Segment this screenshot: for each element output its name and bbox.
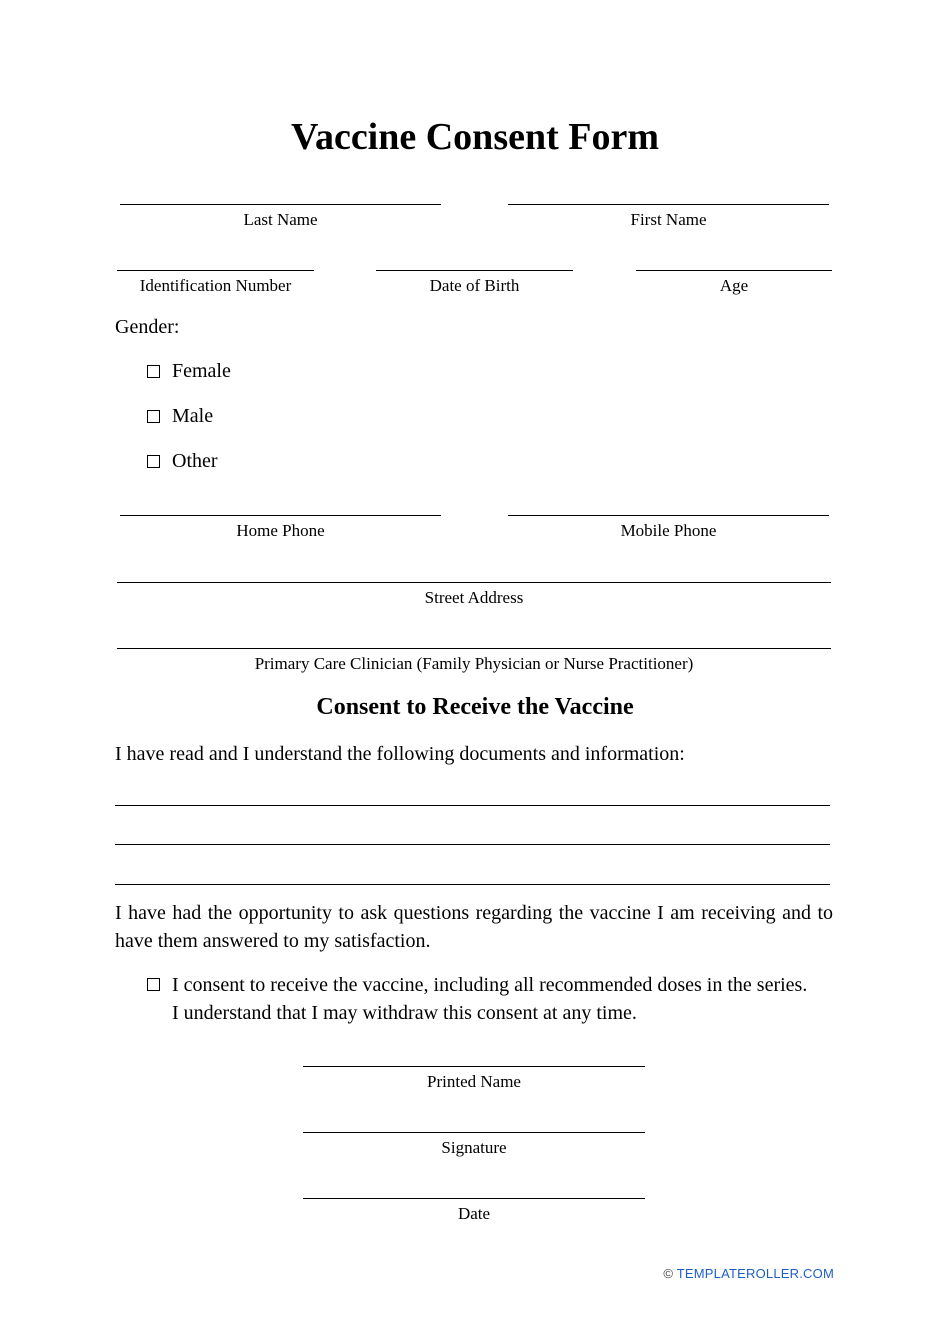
dob-label: Date of Birth — [429, 276, 520, 295]
gender-option-other[interactable] — [147, 447, 218, 475]
printed-name-line[interactable] — [303, 1066, 645, 1067]
dob-line[interactable] — [376, 270, 573, 271]
mobile-phone-line[interactable] — [508, 515, 829, 516]
form-title: Vaccine Consent Form — [291, 116, 659, 158]
gender-option-male[interactable] — [147, 402, 213, 430]
last-name-field[interactable] — [120, 204, 441, 231]
documents-intro: I have read and I understand the following documents and information: — [115, 743, 685, 765]
gender-label: Gender: — [115, 316, 180, 338]
age-field[interactable] — [636, 270, 832, 297]
last-name-line[interactable] — [120, 204, 441, 205]
clinician-label: Primary Care Clinician (Family Physician or Nurse Practitioner) — [254, 654, 694, 673]
clinician-line[interactable] — [117, 648, 831, 649]
id-number-field[interactable] — [117, 270, 314, 297]
date-line[interactable] — [303, 1198, 645, 1199]
consent-heading: Consent to Receive the Vaccine — [316, 694, 634, 720]
consent-checkbox[interactable] — [147, 978, 160, 991]
first-name-field[interactable] — [508, 204, 829, 231]
male-label: Male — [172, 405, 214, 427]
templateroller-link[interactable]: TEMPLATEROLLER.COM — [676, 1266, 834, 1281]
consent-line-2: I understand that I may withdraw this consent at any time. — [172, 1002, 637, 1024]
first-name-line[interactable] — [508, 204, 829, 205]
street-address-line[interactable] — [117, 582, 831, 583]
consent-checkbox-row[interactable] — [147, 971, 837, 1027]
street-address-field[interactable] — [117, 582, 831, 609]
consent-line-1: I consent to receive the vaccine, including all recommended doses in the series. — [172, 974, 808, 996]
date-field[interactable] — [303, 1198, 645, 1225]
id-number-line[interactable] — [117, 270, 314, 271]
female-checkbox[interactable] — [147, 365, 160, 378]
date-label: Date — [457, 1204, 491, 1223]
female-label: Female — [172, 360, 231, 382]
documents-line-2[interactable] — [115, 844, 830, 845]
mobile-phone-field[interactable] — [508, 515, 829, 542]
consent-text — [172, 971, 807, 1027]
street-address-label: Street Address — [424, 588, 524, 607]
id-number-label: Identification Number — [139, 276, 292, 295]
printed-name-label: Printed Name — [427, 1072, 521, 1091]
signature-field[interactable] — [303, 1132, 645, 1159]
first-name-label: First Name — [630, 210, 707, 229]
questions-paragraph: I have had the opportunity to ask questions regarding the vaccine I am receiving and to have them answered to my satisfaction. — [115, 902, 833, 952]
other-label: Other — [172, 450, 218, 472]
documents-line-3[interactable] — [115, 884, 830, 885]
age-line[interactable] — [636, 270, 832, 271]
gender-option-female[interactable] — [147, 357, 231, 385]
documents-line-1[interactable] — [115, 805, 830, 806]
home-phone-label: Home Phone — [236, 521, 325, 540]
other-checkbox[interactable] — [147, 455, 160, 468]
signature-label: Signature — [441, 1138, 507, 1157]
last-name-label: Last Name — [243, 210, 318, 229]
male-checkbox[interactable] — [147, 410, 160, 423]
mobile-phone-label: Mobile Phone — [620, 521, 717, 540]
copyright-symbol: © — [663, 1266, 674, 1281]
clinician-field[interactable] — [117, 648, 831, 675]
home-phone-field[interactable] — [120, 515, 441, 542]
signature-line[interactable] — [303, 1132, 645, 1133]
printed-name-field[interactable] — [303, 1066, 645, 1093]
dob-field[interactable] — [376, 270, 573, 297]
age-label: Age — [719, 276, 749, 295]
home-phone-line[interactable] — [120, 515, 441, 516]
footer-credit — [663, 1266, 834, 1282]
